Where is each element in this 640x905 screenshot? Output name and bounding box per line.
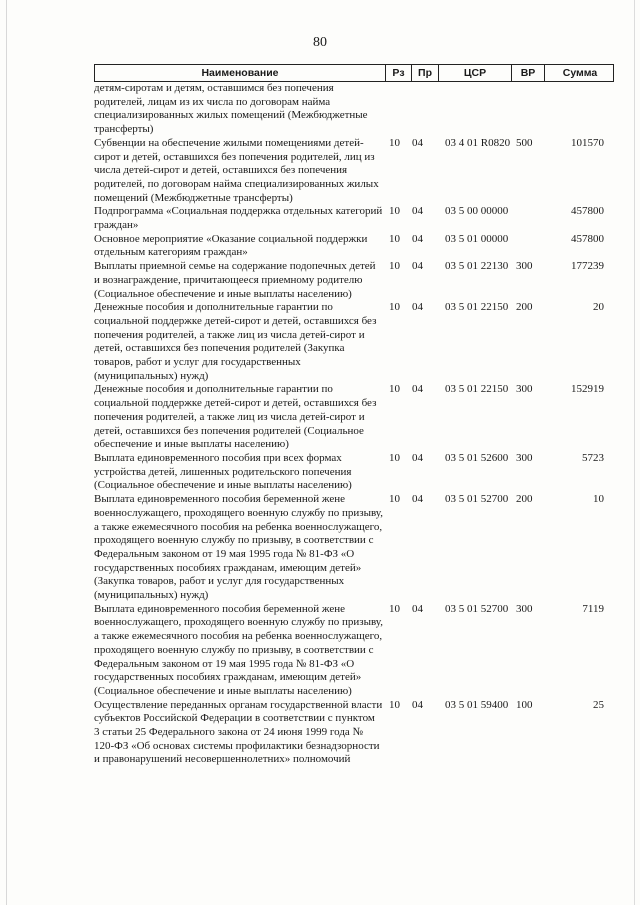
row-vr (511, 233, 544, 260)
budget-table (94, 64, 614, 767)
scan-edge-left (6, 0, 7, 905)
table-row (94, 260, 614, 301)
row-rz: 10 (389, 451, 400, 464)
table-row (94, 301, 614, 383)
table-row (94, 603, 614, 699)
row-name: Денежные пособия и дополнительные гарантии по социальной поддержке детей-сирот и детей, оставшихся без попечения родителей, а также лиц из числа детей-сирот и детей, оставшихся без попечения родителей (Социальное обеспечение и иные выплаты населению) (94, 383, 377, 451)
row-pr: 04 (412, 383, 423, 396)
row-csr: 03 5 00 00000 (445, 205, 509, 218)
row-vr: 200 (516, 301, 533, 314)
table-row (94, 493, 614, 603)
row-pr: 04 (412, 136, 423, 149)
table-body (94, 82, 614, 767)
row-vr: 200 (516, 493, 533, 506)
row-pr: 04 (412, 260, 423, 273)
row-csr: 03 5 01 52600 (445, 451, 509, 464)
row-csr: 03 5 01 59400 (445, 698, 509, 711)
table-row (94, 233, 614, 260)
row-pr: 04 (412, 232, 423, 245)
row-csr: 03 4 01 R0820 (445, 136, 511, 149)
row-sum: 25 (593, 698, 604, 711)
scan-edge-right (634, 0, 635, 905)
table-row (94, 383, 614, 452)
row-name: Выплаты приемной семье на содержание подопечных детей и вознаграждение, причитающееся приемному родителю (Социальное обеспечение и иные выплаты населению) (94, 260, 376, 300)
table-row (94, 137, 614, 206)
row-sum: 457800 (571, 232, 604, 245)
header-sum: Сумма (562, 67, 598, 79)
row-rz: 10 (389, 493, 400, 506)
row-rz: 10 (389, 383, 400, 396)
row-pr: 04 (412, 493, 423, 506)
row-rz: 10 (389, 136, 400, 149)
row-vr: 300 (516, 383, 533, 396)
row-pr (411, 82, 438, 137)
row-sum: 177239 (571, 260, 604, 273)
header-csr: ЦСР (439, 65, 512, 81)
row-name: Субвенции на обеспечение жилыми помещениями детей-сирот и детей, оставшихся без попечения родителей, лиц из числа детей-сирот и детей, оставшихся без попечения родителей, по договорам найма специализированных жилых помещений (Межбюджетные трансферты) (94, 136, 379, 204)
row-rz: 10 (389, 205, 400, 218)
row-rz (385, 82, 411, 137)
row-vr: 300 (516, 260, 533, 273)
row-pr: 04 (412, 205, 423, 218)
row-name: Подпрограмма «Социальная поддержка отдельных категорий граждан» (94, 205, 383, 232)
row-vr: 500 (516, 136, 533, 149)
row-pr: 04 (412, 301, 423, 314)
row-sum: 152919 (571, 383, 604, 396)
row-csr: 03 5 01 22150 (445, 301, 509, 314)
row-csr: 03 5 01 22150 (445, 383, 509, 396)
header-vr: ВР (512, 65, 545, 81)
row-rz: 10 (389, 301, 400, 314)
row-name: Выплата единовременного пособия беременной жене военнослужащего, проходящего военную службу по призыву, а также ежемесячного пособия на ребенка военнослужащего, проходящего военную службу по призыву, в соответствии с Федеральным законом от 19 мая 1995 года № 81-ФЗ «О государственных пособиях гражданам, имеющим детей» (Закупка товаров, работ и услуг для государственных (муниципальных) нужд) (94, 493, 383, 602)
row-sum: 457800 (571, 205, 604, 218)
row-pr: 04 (412, 698, 423, 711)
row-name: Основное мероприятие «Оказание социальной поддержки отдельным категориям граждан» (94, 232, 368, 259)
row-csr: 03 5 01 52700 (445, 602, 509, 615)
row-pr: 04 (412, 602, 423, 615)
row-sum: 10 (593, 493, 604, 506)
table-row (94, 205, 614, 232)
row-pr: 04 (412, 451, 423, 464)
row-name: Осуществление переданных органам государственной власти субъектов Российской Федерации в соответствии с пунктом 3 статьи 25 Федерального закона от 24 июня 1999 года № 120-ФЗ «Об основах системы профилактики безнадзорности и правонарушений несовершеннолетних» полномочий (94, 698, 383, 766)
table-row (94, 699, 614, 768)
row-csr: 03 5 01 52700 (445, 493, 509, 506)
row-vr (511, 205, 544, 232)
row-sum: 20 (593, 301, 604, 314)
row-csr: 03 5 01 00000 (445, 232, 509, 245)
row-sum: 5723 (582, 451, 604, 464)
header-name: Наименование (95, 65, 386, 81)
row-rz: 10 (389, 602, 400, 615)
row-name: детям-сиротам и детям, оставшимся без попечения родителей, лицам из их числа по договорам найма специализированных жилых помещений (Межбюджетные трансферты) (94, 82, 368, 136)
row-rz: 10 (389, 232, 400, 245)
row-vr: 300 (516, 451, 533, 464)
row-rz: 10 (389, 698, 400, 711)
header-rz: Рз (386, 65, 412, 81)
table-row (94, 452, 614, 493)
row-csr (438, 82, 511, 137)
row-sum: 7119 (582, 602, 604, 615)
row-sum (544, 82, 614, 137)
header-pr: Пр (412, 65, 439, 81)
row-name: Денежные пособия и дополнительные гарантии по социальной поддержке детей-сирот и детей, оставшихся без попечения родителей, а также лиц из числа детей-сирот и детей, оставшихся без попечения родителей (Закупка товаров, работ и услуг для государственных (муниципальных) нужд) (94, 301, 377, 382)
row-sum: 101570 (571, 136, 604, 149)
row-vr: 300 (516, 602, 533, 615)
row-name: Выплата единовременного пособия беременной жене военнослужащего, проходящего военную службу по призыву, а также ежемесячного пособия на ребенка военнослужащего, проходящего военную службу по призыву, в соответствии с Федеральным законом от 19 мая 1995 года № 81-ФЗ «О государственных пособиях гражданам, имеющим детей» (Социальное обеспечение и иные выплаты населению) (94, 602, 383, 697)
table-row (94, 82, 614, 137)
row-vr: 100 (516, 698, 533, 711)
row-csr: 03 5 01 22130 (445, 260, 509, 273)
row-vr (511, 82, 544, 137)
row-name: Выплата единовременного пособия при всех формах устройства детей, лишенных родительского попечения (Социальное обеспечение и иные выплаты населению) (94, 451, 352, 492)
row-rz: 10 (389, 260, 400, 273)
page-number: 80 (313, 35, 327, 50)
table-header (94, 64, 614, 82)
